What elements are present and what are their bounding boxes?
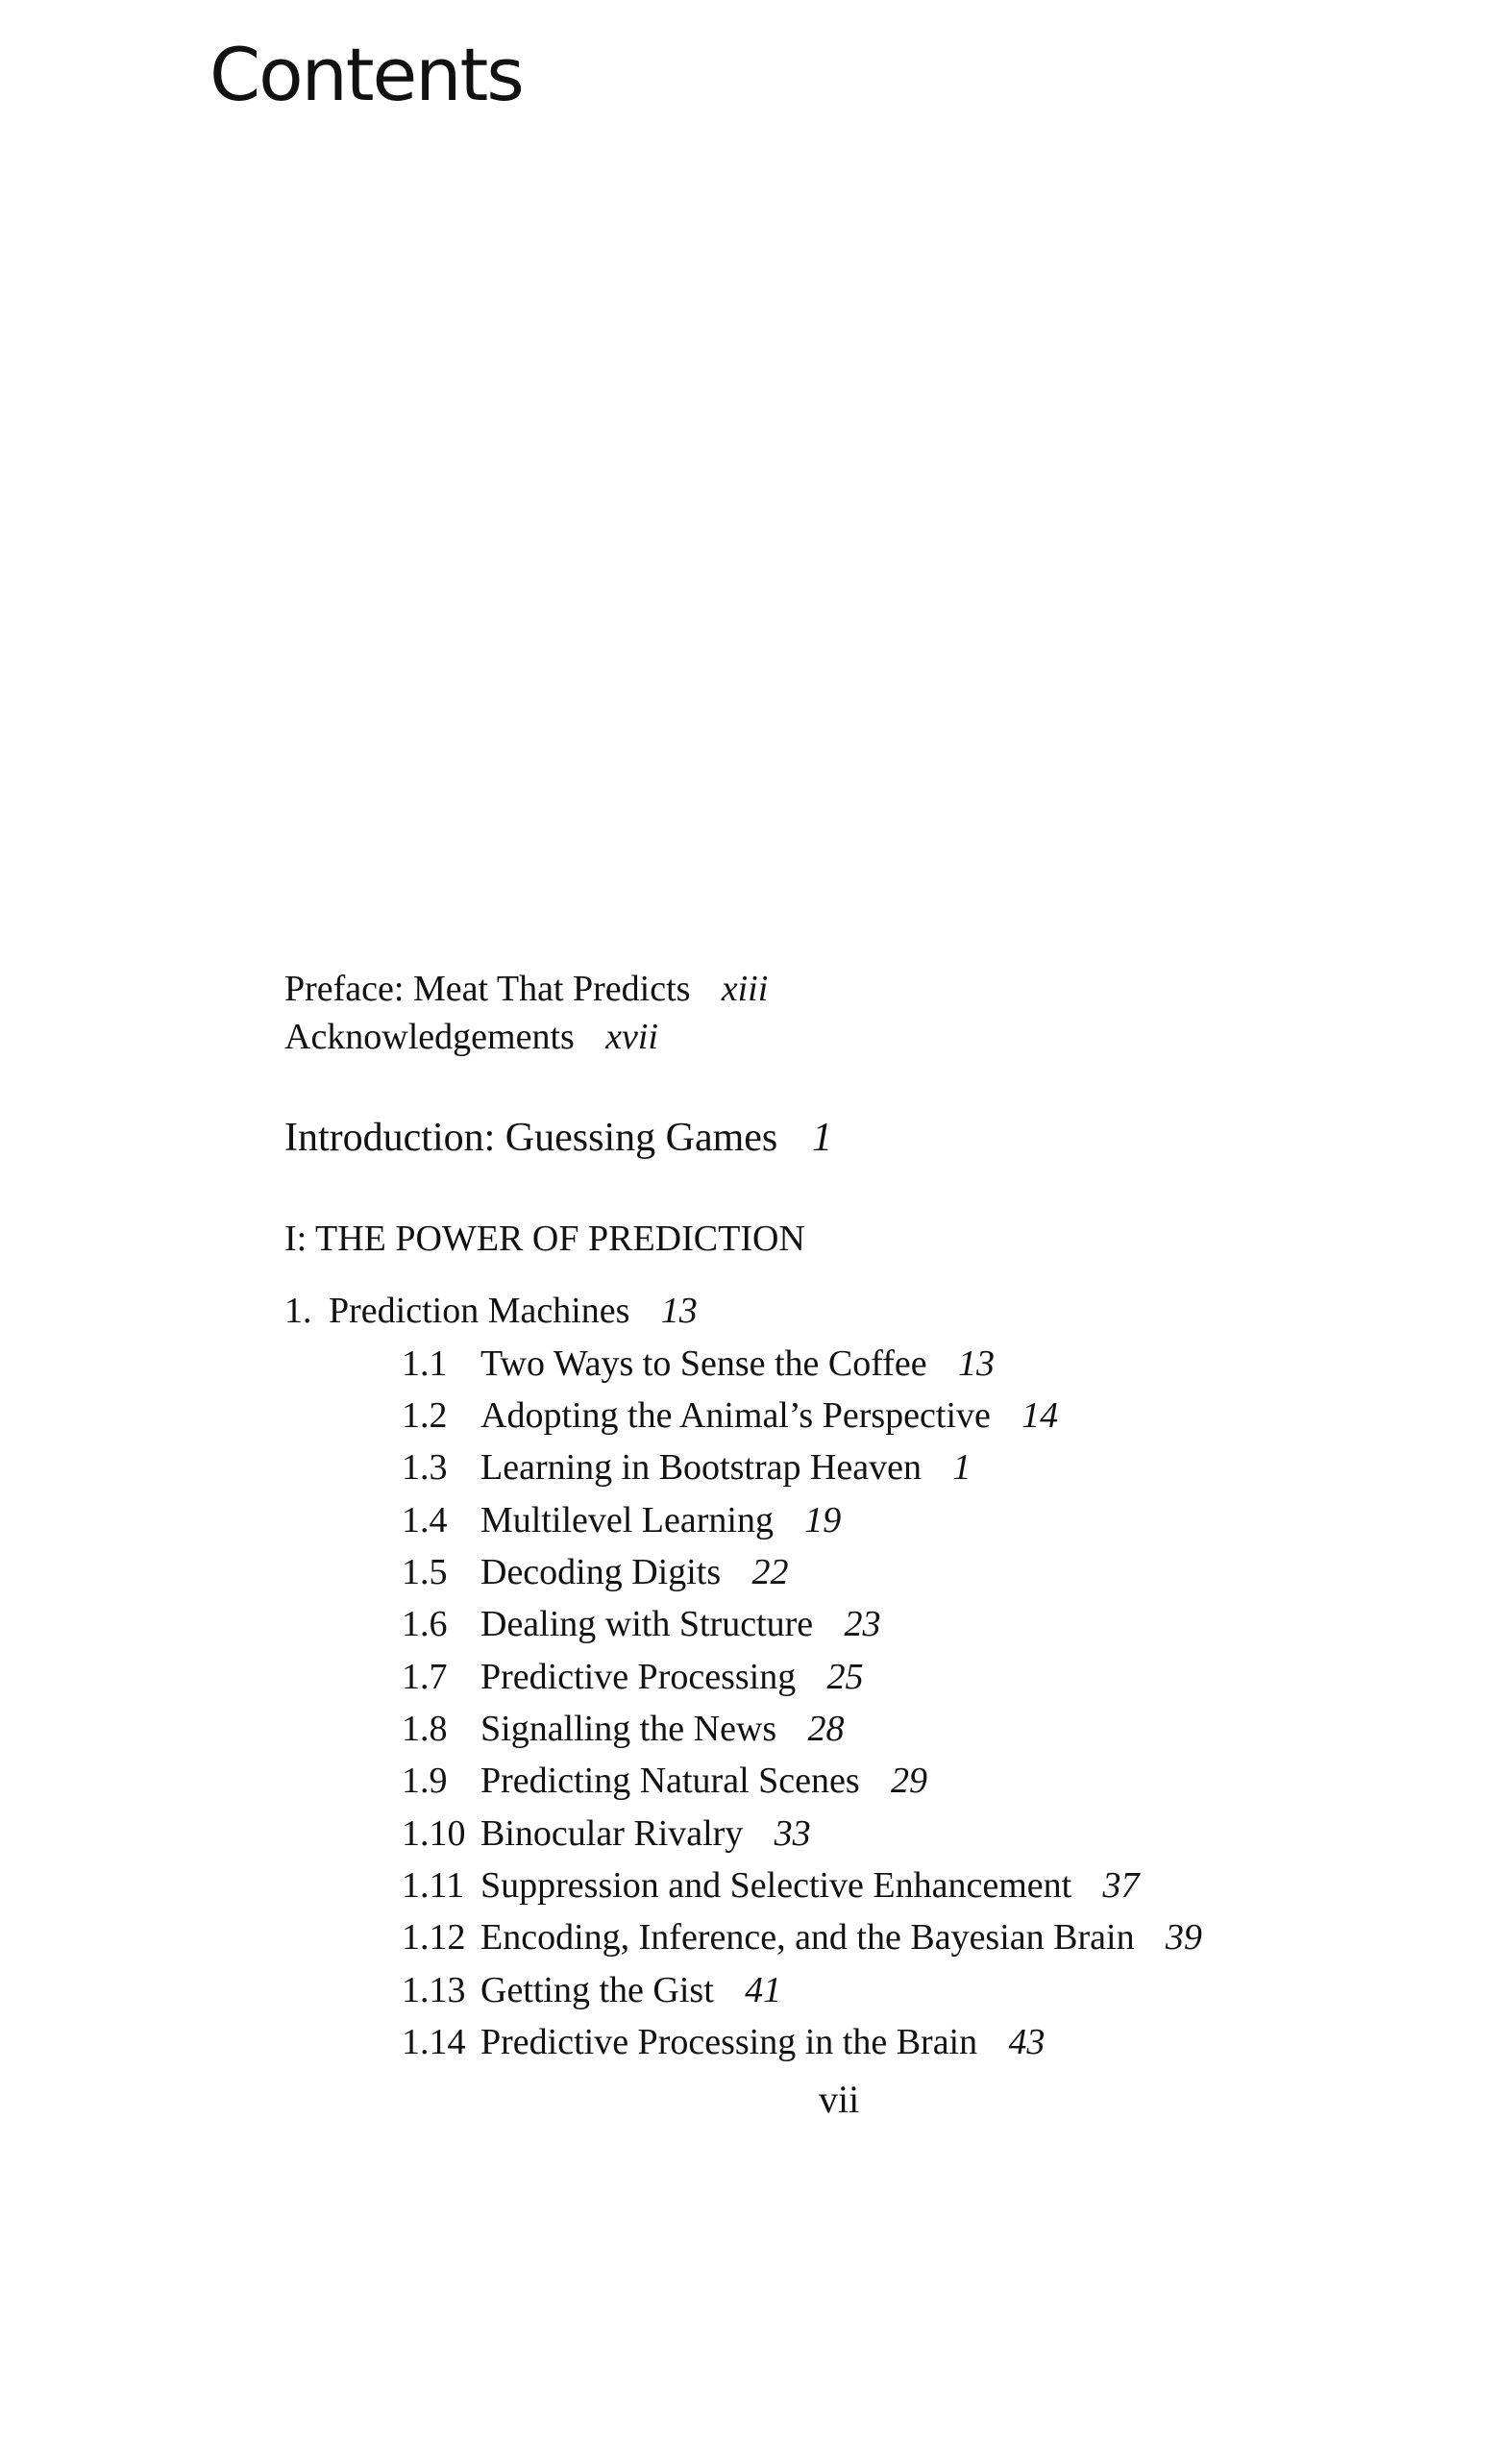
toc-entry-label: Introduction: Guessing Games: [284, 1116, 778, 1160]
section-page: 39: [1165, 1917, 1202, 1958]
section-label: Encoding, Inference, and the Bayesian Brain: [480, 1917, 1135, 1958]
section-number: 1.4: [402, 1500, 448, 1540]
section-label: Adopting the Animal’s Perspective: [480, 1395, 991, 1436]
section-number: 1.14: [402, 2022, 466, 2062]
part-heading-label: I: THE POWER OF PREDICTION: [284, 1219, 805, 1259]
section-page: 37: [1102, 1865, 1140, 1906]
section-label: Suppression and Selective Enhancement: [480, 1865, 1072, 1906]
toc-entry-acknowledgements: [284, 1019, 658, 1055]
chapter-number: 1.: [284, 1291, 312, 1331]
toc-entry-chapter: [284, 1293, 698, 1329]
toc-entry-label: Acknowledgements: [284, 1017, 575, 1057]
toc-section-row: [402, 1815, 811, 1852]
section-page: 29: [890, 1761, 927, 1801]
section-page: 13: [957, 1343, 995, 1384]
toc-entry-label: Preface: Meat That Predicts: [284, 969, 691, 1009]
toc-section-row: [402, 1711, 845, 1747]
toc-section-row: [402, 1606, 880, 1642]
section-number: 1.13: [402, 1970, 466, 2010]
section-number: 1.5: [402, 1552, 448, 1592]
section-page: 33: [774, 1813, 811, 1854]
toc-section-row: [402, 1502, 841, 1539]
toc-section-row: [402, 1762, 927, 1799]
toc-section-row: [402, 1397, 1058, 1434]
toc-entry-preface: [284, 971, 768, 1007]
section-page: 41: [745, 1970, 782, 2010]
toc-section-row: [402, 1919, 1202, 1956]
toc-section-row: [402, 1345, 995, 1382]
part-heading: [284, 1220, 805, 1257]
section-label: Getting the Gist: [480, 1970, 714, 2010]
page-title: Contents: [209, 32, 523, 117]
section-page: 43: [1008, 2022, 1046, 2062]
section-number: 1.8: [402, 1709, 448, 1749]
section-label: Learning in Bootstrap Heaven: [480, 1447, 923, 1488]
toc-section-row: [402, 1449, 971, 1486]
section-page: 14: [1021, 1395, 1059, 1436]
section-number: 1.10: [402, 1813, 466, 1854]
section-label: Predictive Processing: [480, 1657, 797, 1697]
section-label: Two Ways to Sense the Coffee: [480, 1343, 927, 1384]
section-number: 1.3: [402, 1447, 448, 1488]
section-label: Decoding Digits: [480, 1552, 722, 1592]
section-page: 28: [807, 1709, 845, 1749]
toc-section-row: [402, 1972, 781, 2008]
section-number: 1.1: [402, 1343, 448, 1384]
section-page: 23: [844, 1604, 881, 1644]
section-label: Signalling the News: [480, 1709, 777, 1749]
section-page: 25: [826, 1657, 864, 1697]
section-number: 1.11: [402, 1865, 465, 1906]
toc-section-row: [402, 1867, 1140, 1904]
section-number: 1.7: [402, 1657, 448, 1697]
section-label: Binocular Rivalry: [480, 1813, 744, 1854]
section-number: 1.2: [402, 1395, 448, 1436]
toc-entry-label: Prediction Machines: [329, 1291, 630, 1331]
toc-entry-introduction: [284, 1118, 832, 1158]
toc-entry-page: 13: [660, 1291, 698, 1331]
section-label: Multilevel Learning: [480, 1500, 774, 1540]
section-number: 1.12: [402, 1917, 466, 1958]
toc-section-row: [402, 2024, 1045, 2060]
toc-entry-page: xiii: [721, 969, 769, 1009]
section-page: 1: [952, 1447, 972, 1488]
section-page: 19: [804, 1500, 842, 1540]
section-label: Predictive Processing in the Brain: [480, 2022, 978, 2062]
section-label: Predicting Natural Scenes: [480, 1761, 860, 1801]
toc-entry-page: xvii: [605, 1017, 658, 1057]
section-label: Dealing with Structure: [480, 1604, 814, 1644]
section-number: 1.6: [402, 1604, 448, 1644]
toc-section-row: [402, 1659, 864, 1695]
toc-entry-page: 1: [811, 1116, 832, 1160]
section-page: 22: [751, 1552, 789, 1592]
section-number: 1.9: [402, 1761, 448, 1801]
page-number: vii: [819, 2078, 860, 2121]
toc-section-row: [402, 1554, 788, 1590]
